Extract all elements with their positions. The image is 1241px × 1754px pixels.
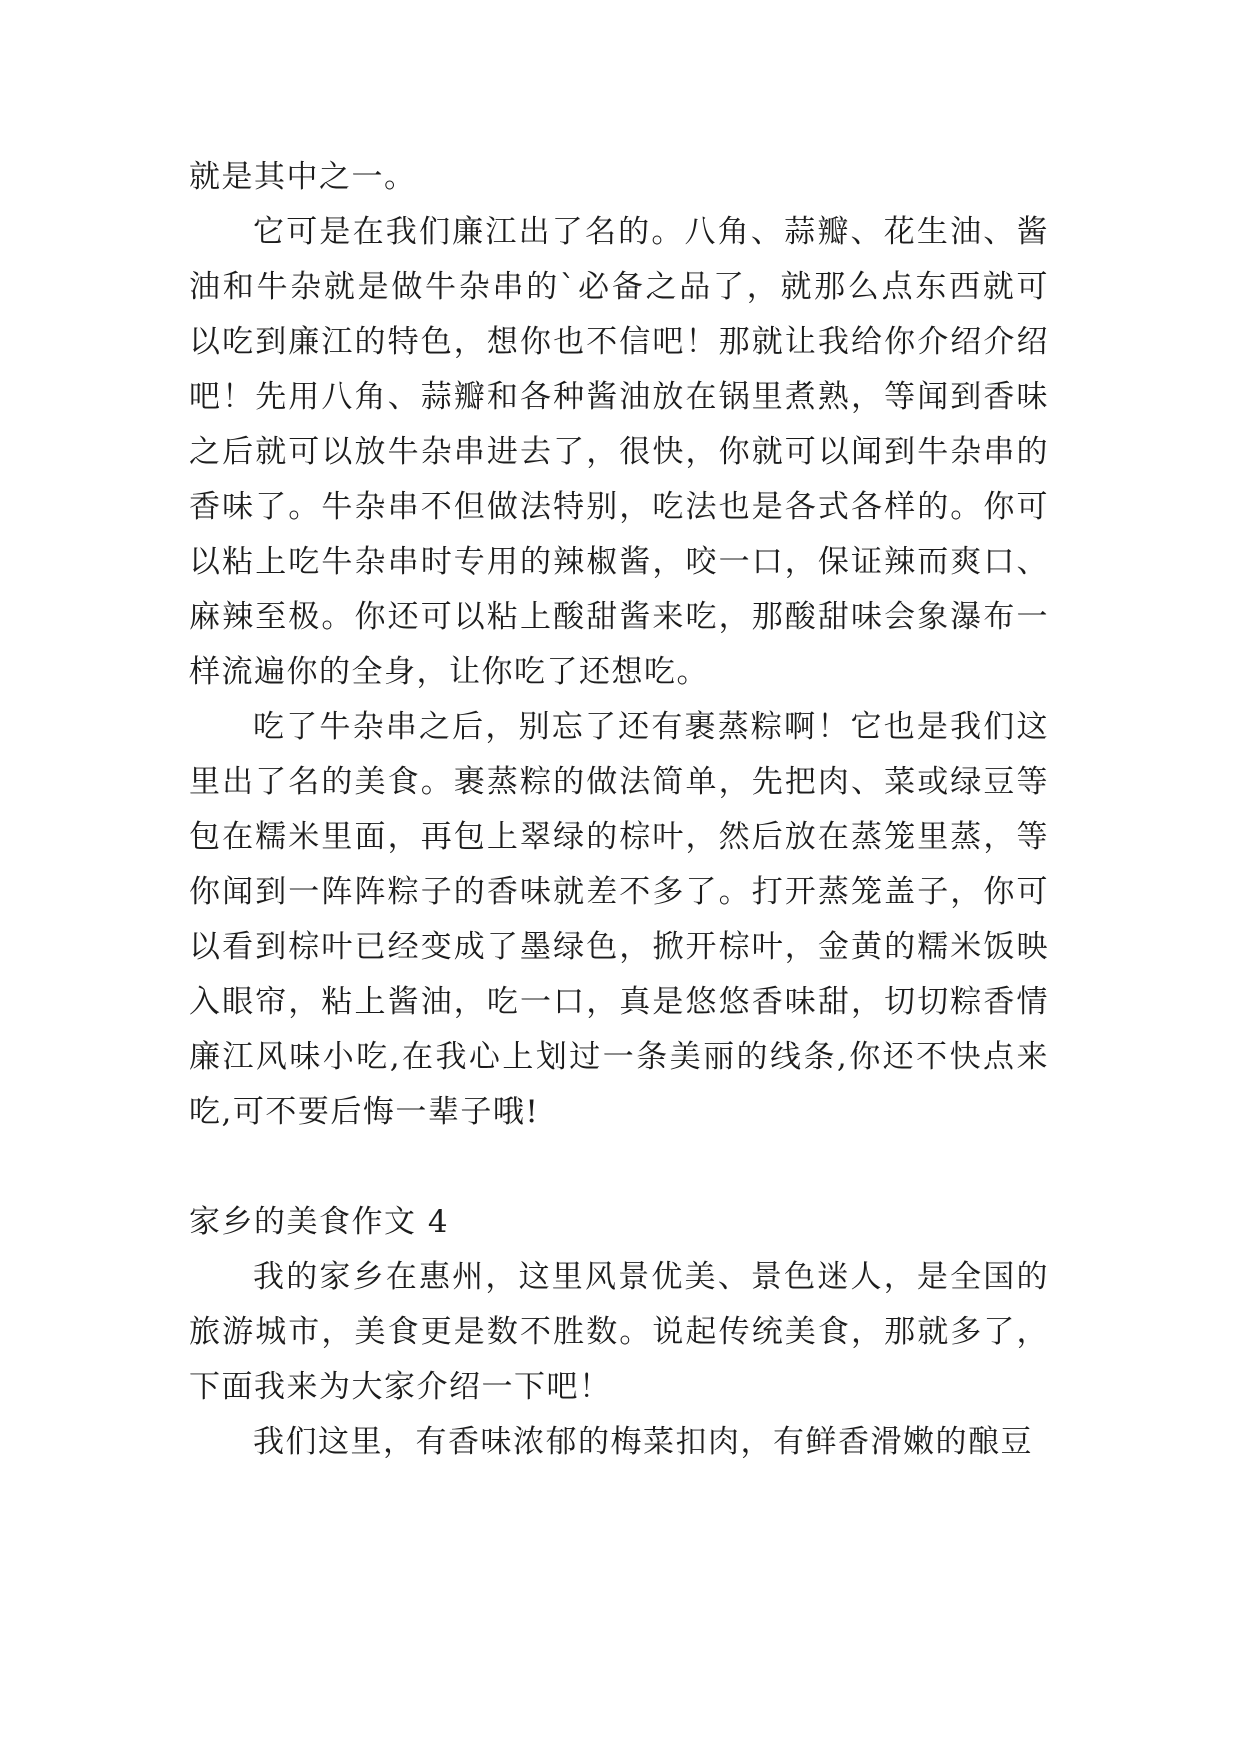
document-body [189, 150, 1049, 1470]
paragraph-local-dishes: 我们这里，有香味浓郁的梅菜扣肉，有鲜香滑嫩的酿豆 [253, 1424, 1033, 1460]
section-spacer [189, 1140, 1049, 1195]
paragraph-niuzachuan: 它可是在我们廉江出了名的。八角、蒜瓣、花生油、酱油和牛杂就是做牛杂串的`必备之品了，就那么点东西就可以吃到廉江的特色，想你也不信吧！那就让我给你介绍介绍吧！先用八角、蒜瓣和各种酱油放在锅里煮熟，等闻到香味之后就可以放牛杂串进去了，很快，你就可以闻到牛杂串的香味了。牛杂串不但做法特别，吃法也是各式各样的。你可以粘上吃牛杂串时专用的辣椒酱，咬一口，保证辣而爽口、麻辣至极。你还可以粘上酸甜酱来吃，那酸甜味会象瀑布一样流遍你的全身，让你吃了还想吃。 [189, 214, 1049, 690]
paragraph-continuation: 就是其中之一。 [189, 159, 417, 195]
paragraph-guozhengzong: 吃了牛杂串之后，别忘了还有裹蒸粽啊！它也是我们这里出了名的美食。裹蒸粽的做法简单，先把肉、菜或绿豆等包在糯米里面，再包上翠绿的棕叶，然后放在蒸笼里蒸，等你闻到一阵阵粽子的香味就差不多了。打开蒸笼盖子，你可以看到棕叶已经变成了墨绿色，掀开棕叶，金黄的糯米饭映入眼帘，粘上酱油，吃一口，真是悠悠香味甜，切切粽香情廉江风味小吃,在我心上划过一条美丽的线条,你还不快点来吃,可不要后悔一辈子哦! [189, 709, 1049, 1130]
section-title: 家乡的美食作文 4 [189, 1204, 450, 1240]
paragraph-intro-huizhou: 我的家乡在惠州，这里风景优美、景色迷人，是全国的旅游城市，美食更是数不胜数。说起传统美食，那就多了，下面我来为大家介绍一下吧！ [189, 1259, 1049, 1405]
